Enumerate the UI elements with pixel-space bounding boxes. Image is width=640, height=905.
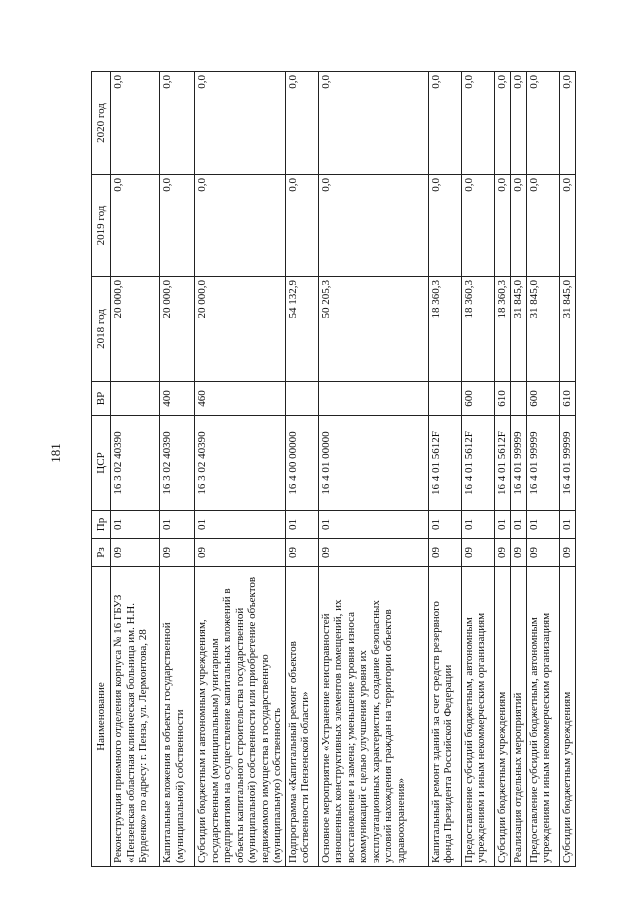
- row-vr: [111, 382, 160, 416]
- row-name: Субсидии бюджетным и автономным учреждениям, государственным (муниципальным) унитарным предприятиям на осуществление капитальных вложений в объекты капитального строительства государственной (муниципальной) собственности или приобретение объектов недвижимого имущества в государственную (муниципальную) собственность: [195, 567, 286, 867]
- rotated-page-area: [91, 72, 573, 867]
- row-rz: 09: [160, 539, 195, 567]
- row-name: Капитальный ремонт зданий за счет средств резервного фонда Президента Российской Федерации: [428, 567, 461, 867]
- row-2018: 50 205,3: [318, 277, 428, 382]
- table-row: [195, 72, 286, 867]
- header-pr: Пр: [92, 511, 111, 539]
- header-2019: 2019 год: [92, 175, 111, 277]
- row-csr: 16 4 01 5612F: [461, 416, 494, 511]
- row-csr: 16 3 02 40390: [111, 416, 160, 511]
- row-2020: 0,0: [111, 72, 160, 175]
- header-2020: 2020 год: [92, 72, 111, 175]
- row-rz: 09: [195, 539, 286, 567]
- row-rz: 09: [559, 539, 575, 567]
- row-csr: 16 4 01 99999: [559, 416, 575, 511]
- row-pr: 01: [526, 511, 559, 539]
- row-vr: 600: [461, 382, 494, 416]
- header-csr: ЦСР: [92, 416, 111, 511]
- row-name: Капитальные вложения в объекты государственной (муниципальной) собственности: [160, 567, 195, 867]
- row-csr: 16 4 01 99999: [510, 416, 526, 511]
- row-2019: 0,0: [559, 175, 575, 277]
- row-vr: 460: [195, 382, 286, 416]
- row-pr: 01: [461, 511, 494, 539]
- row-2018: 31 845,0: [559, 277, 575, 382]
- row-csr: 16 3 02 40390: [160, 416, 195, 511]
- table-header-row: [92, 72, 111, 867]
- row-vr: 400: [160, 382, 195, 416]
- row-2019: 0,0: [160, 175, 195, 277]
- row-2019: 0,0: [510, 175, 526, 277]
- row-rz: 09: [318, 539, 428, 567]
- header-rz: Рз: [92, 539, 111, 567]
- budget-table: [91, 71, 576, 867]
- row-pr: 01: [559, 511, 575, 539]
- row-2020: 0,0: [285, 72, 318, 175]
- row-2019: 0,0: [318, 175, 428, 277]
- row-csr: 16 3 02 40390: [195, 416, 286, 511]
- header-name: Наименование: [92, 567, 111, 867]
- row-2020: 0,0: [510, 72, 526, 175]
- table-row: [526, 72, 559, 867]
- row-vr: 610: [494, 382, 510, 416]
- row-csr: 16 4 01 00000: [318, 416, 428, 511]
- row-pr: 01: [510, 511, 526, 539]
- row-2019: 0,0: [285, 175, 318, 277]
- table-row: [428, 72, 461, 867]
- row-rz: 09: [111, 539, 160, 567]
- table-row: [461, 72, 494, 867]
- row-2018: 20 000,0: [195, 277, 286, 382]
- row-2019: 0,0: [494, 175, 510, 277]
- row-vr: [285, 382, 318, 416]
- row-2020: 0,0: [195, 72, 286, 175]
- table-row: [559, 72, 575, 867]
- row-vr: 610: [559, 382, 575, 416]
- row-2018: 31 845,0: [510, 277, 526, 382]
- row-rz: 09: [285, 539, 318, 567]
- row-2019: 0,0: [461, 175, 494, 277]
- row-rz: 09: [510, 539, 526, 567]
- row-pr: 01: [195, 511, 286, 539]
- row-name: Подпрограмма «Капитальный ремонт объектов собственности Пензенской области»: [285, 567, 318, 867]
- row-name: Реконструкция приемного отделения корпуса № 16 ГБУЗ «Пензенская областная клиническая больница им. Н.Н. Бурденко» по адресу: г. Пенза, ул. Лермонтова, 28: [111, 567, 160, 867]
- table-row: [160, 72, 195, 867]
- row-name: Предоставление субсидий бюджетным, автономным учреждениям и иным некоммерческим организациям: [526, 567, 559, 867]
- row-2020: 0,0: [526, 72, 559, 175]
- table-row: [285, 72, 318, 867]
- row-pr: 01: [160, 511, 195, 539]
- row-vr: 600: [526, 382, 559, 416]
- row-name: Субсидии бюджетным учреждениям: [559, 567, 575, 867]
- table-row: [318, 72, 428, 867]
- header-2018: 2018 год: [92, 277, 111, 382]
- row-pr: 01: [285, 511, 318, 539]
- row-2018: 54 132,9: [285, 277, 318, 382]
- row-csr: 16 4 01 5612F: [494, 416, 510, 511]
- row-2019: 0,0: [526, 175, 559, 277]
- header-vr: ВР: [92, 382, 111, 416]
- row-2020: 0,0: [318, 72, 428, 175]
- row-2018: 20 000,0: [111, 277, 160, 382]
- row-2019: 0,0: [195, 175, 286, 277]
- table-row: [494, 72, 510, 867]
- row-vr: [510, 382, 526, 416]
- row-pr: 01: [111, 511, 160, 539]
- row-name: Предоставление субсидий бюджетным, автономным учреждениям и иным некоммерческим организациям: [461, 567, 494, 867]
- row-2018: 20 000,0: [160, 277, 195, 382]
- row-2020: 0,0: [428, 72, 461, 175]
- row-2020: 0,0: [461, 72, 494, 175]
- row-name: Основное мероприятие «Устранение неисправностей изношенных конструктивных элементов помещений, их восстановление и замена; уменьшение уровня износа коммуникаций с целью улучшения уровня их эксплуатационных характеристик, создание безопасных условий нахождения граждан на территории объектов здравоохранения»: [318, 567, 428, 867]
- row-csr: 16 4 00 00000: [285, 416, 318, 511]
- row-name: Субсидии бюджетным учреждениям: [494, 567, 510, 867]
- row-2018: 18 360,3: [494, 277, 510, 382]
- row-name: Реализация отдельных мероприятий: [510, 567, 526, 867]
- row-csr: 16 4 01 5612F: [428, 416, 461, 511]
- row-2019: 0,0: [111, 175, 160, 277]
- row-csr: 16 4 01 99999: [526, 416, 559, 511]
- row-2018: 18 360,3: [461, 277, 494, 382]
- row-vr: [318, 382, 428, 416]
- row-rz: 09: [526, 539, 559, 567]
- row-pr: 01: [494, 511, 510, 539]
- table-row: [111, 72, 160, 867]
- row-2020: 0,0: [160, 72, 195, 175]
- row-2019: 0,0: [428, 175, 461, 277]
- row-rz: 09: [461, 539, 494, 567]
- table-row: [510, 72, 526, 867]
- row-2018: 31 845,0: [526, 277, 559, 382]
- row-2018: 18 360,3: [428, 277, 461, 382]
- row-pr: 01: [428, 511, 461, 539]
- row-vr: [428, 382, 461, 416]
- row-rz: 09: [428, 539, 461, 567]
- page-number: 181: [48, 443, 63, 463]
- row-2020: 0,0: [559, 72, 575, 175]
- row-rz: 09: [494, 539, 510, 567]
- row-2020: 0,0: [494, 72, 510, 175]
- row-pr: 01: [318, 511, 428, 539]
